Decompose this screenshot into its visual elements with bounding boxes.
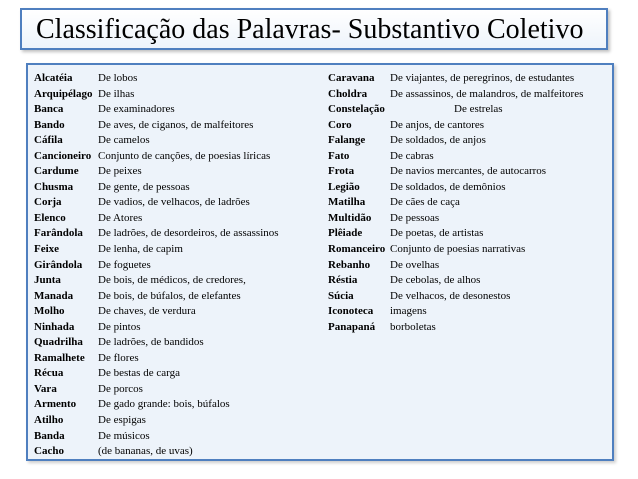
collective-term: Réstia — [328, 274, 358, 287]
list-item — [328, 289, 613, 305]
page-title: Classificação das Palavras- Substantivo Coletivo — [36, 14, 584, 45]
collective-definition: De lobos — [98, 72, 138, 84]
list-item — [328, 195, 613, 211]
collective-term: Arquipélago — [34, 87, 93, 100]
collective-definition: De velhacos, de desonestos — [390, 289, 511, 302]
list-item — [328, 118, 613, 134]
collective-term: Caravana — [328, 72, 375, 84]
collective-definition: De pintos — [98, 320, 141, 333]
collective-term: Récua — [34, 367, 64, 380]
collective-definition: De soldados, de anjos — [390, 134, 486, 147]
collective-term: Ramalhete — [34, 351, 85, 364]
collective-definition: De ladrões, de desordeiros, de assassinos — [98, 227, 279, 240]
list-item — [34, 397, 324, 413]
collective-definition: De bestas de carga — [98, 367, 180, 380]
list-item — [34, 133, 324, 149]
collective-definition: De bois, de médicos, de credores, — [98, 274, 246, 287]
list-item — [34, 258, 324, 274]
collective-term: Junta — [34, 274, 61, 287]
collective-definition: De cabras — [390, 149, 434, 162]
collective-definition: De pessoas — [390, 211, 440, 224]
list-item — [328, 102, 613, 118]
list-item — [328, 226, 613, 242]
list-item — [34, 366, 324, 382]
collective-definition: De peixes — [98, 165, 142, 178]
collective-definition: De Atores — [98, 211, 143, 224]
list-item — [328, 211, 613, 227]
collective-term: Farândola — [34, 227, 83, 240]
list-item — [34, 413, 324, 429]
collective-term: Quadrilha — [34, 336, 83, 349]
collective-term: Constelação — [328, 103, 385, 116]
collective-definition: De porcos — [98, 382, 143, 395]
collective-term: Coro — [328, 118, 352, 131]
list-item — [34, 164, 324, 180]
collective-definition: De chaves, de verdura — [98, 305, 196, 318]
collective-term: Iconoteca — [328, 305, 374, 318]
collective-term: Banca — [34, 103, 64, 116]
list-item — [34, 444, 324, 460]
collective-term: Bando — [34, 118, 65, 131]
collective-term: Matilha — [328, 196, 366, 209]
list-item — [328, 164, 613, 180]
list-item — [34, 87, 324, 103]
list-item — [328, 320, 613, 336]
list-item — [328, 258, 613, 274]
collective-term: Feixe — [34, 243, 60, 256]
list-item — [34, 351, 324, 367]
collective-term: Ninhada — [34, 320, 75, 333]
collective-term: Fato — [328, 149, 350, 162]
collective-term: Plêiade — [328, 227, 363, 240]
collective-definition: De cães de caça — [390, 196, 460, 209]
collective-definition: De examinadores — [98, 103, 175, 116]
collective-definition: De gente, de pessoas — [98, 180, 190, 193]
collective-term: Rebanho — [328, 258, 371, 271]
list-item — [34, 242, 324, 258]
collective-definition: De poetas, de artistas — [390, 227, 484, 240]
collective-term: Frota — [328, 165, 355, 178]
collective-definition: imagens — [390, 305, 427, 318]
collective-term: Banda — [34, 429, 65, 442]
collective-term: Cancioneiro — [34, 149, 92, 162]
collective-definition: De bois, de búfalos, de elefantes — [98, 289, 241, 302]
list-item — [34, 180, 324, 196]
collective-definition: De assassinos, de malandros, de malfeitores — [390, 87, 584, 100]
collective-definition: De cebolas, de alhos — [390, 274, 481, 287]
list-item — [34, 226, 324, 242]
list-item — [34, 118, 324, 134]
list-item — [34, 335, 324, 351]
collective-term: Falange — [328, 134, 366, 147]
collective-term: Manada — [34, 289, 74, 302]
collective-term: Molho — [34, 305, 65, 318]
collective-definition: Conjunto de canções, de poesias líricas — [98, 149, 271, 162]
list-item — [34, 211, 324, 227]
collective-term: Multidão — [328, 211, 372, 224]
right-column — [328, 71, 613, 335]
list-item — [34, 320, 324, 336]
list-item — [34, 429, 324, 445]
collective-definition: De flores — [98, 351, 139, 364]
collective-term: Cardume — [34, 165, 79, 178]
title-box — [20, 8, 608, 50]
collective-definition: De lenha, de capim — [98, 243, 183, 256]
list-item — [328, 133, 613, 149]
list-item — [34, 71, 324, 87]
collective-definition: De ilhas — [98, 87, 135, 100]
list-item — [328, 304, 613, 320]
collective-definition: De navios mercantes, de autocarros — [390, 165, 547, 178]
collective-term: Alcatéia — [34, 72, 73, 84]
collective-definition: De foguetes — [98, 258, 151, 271]
collective-definition: De aves, de ciganos, de malfeitores — [98, 118, 254, 131]
collective-definition: De camelos — [98, 134, 150, 147]
collective-term: Girândola — [34, 258, 83, 271]
collective-definition: De estrelas — [454, 103, 503, 116]
collective-term: Romanceiro — [328, 243, 386, 256]
collective-definition: De ladrões, de bandidos — [98, 336, 204, 349]
list-item — [34, 304, 324, 320]
collective-definition: (de bananas, de uvas) — [98, 445, 193, 458]
list-item — [34, 102, 324, 118]
list-item — [34, 289, 324, 305]
collective-definition: De viajantes, de peregrinos, de estudantes — [390, 72, 575, 84]
list-item — [328, 149, 613, 165]
list-item — [34, 382, 324, 398]
collective-term: Vara — [34, 382, 57, 395]
collective-definition: De gado grande: bois, búfalos — [98, 398, 230, 411]
collective-term: Súcia — [328, 289, 354, 302]
collective-term: Cáfila — [34, 134, 63, 147]
collective-term: Elenco — [34, 211, 66, 224]
list-item — [328, 180, 613, 196]
list-item — [328, 71, 613, 87]
collective-term: Chusma — [34, 180, 74, 193]
collective-definition: De soldados, de demônios — [390, 180, 506, 193]
collective-term: Legião — [328, 180, 360, 193]
collective-term: Corja — [34, 196, 62, 209]
collective-term: Choldra — [328, 87, 368, 100]
list-item — [328, 242, 613, 258]
collective-definition: De ovelhas — [390, 258, 440, 271]
collective-term: Armento — [34, 398, 77, 411]
collective-term: Cacho — [34, 445, 64, 458]
collective-term: Panapaná — [328, 320, 376, 333]
collective-definition: borboletas — [390, 320, 436, 333]
list-item — [34, 273, 324, 289]
collective-definition: De espigas — [98, 414, 146, 427]
left-column — [34, 71, 324, 460]
content-box — [26, 63, 614, 461]
collective-definition: De anjos, de cantores — [390, 118, 485, 131]
list-item — [34, 149, 324, 165]
list-item — [328, 273, 613, 289]
list-item — [328, 87, 613, 103]
collective-term: Atilho — [34, 414, 64, 427]
collective-definition: De músicos — [98, 429, 150, 442]
list-item — [34, 195, 324, 211]
collective-definition: Conjunto de poesias narrativas — [390, 243, 526, 256]
collective-definition: De vadios, de velhacos, de ladrões — [98, 196, 250, 209]
